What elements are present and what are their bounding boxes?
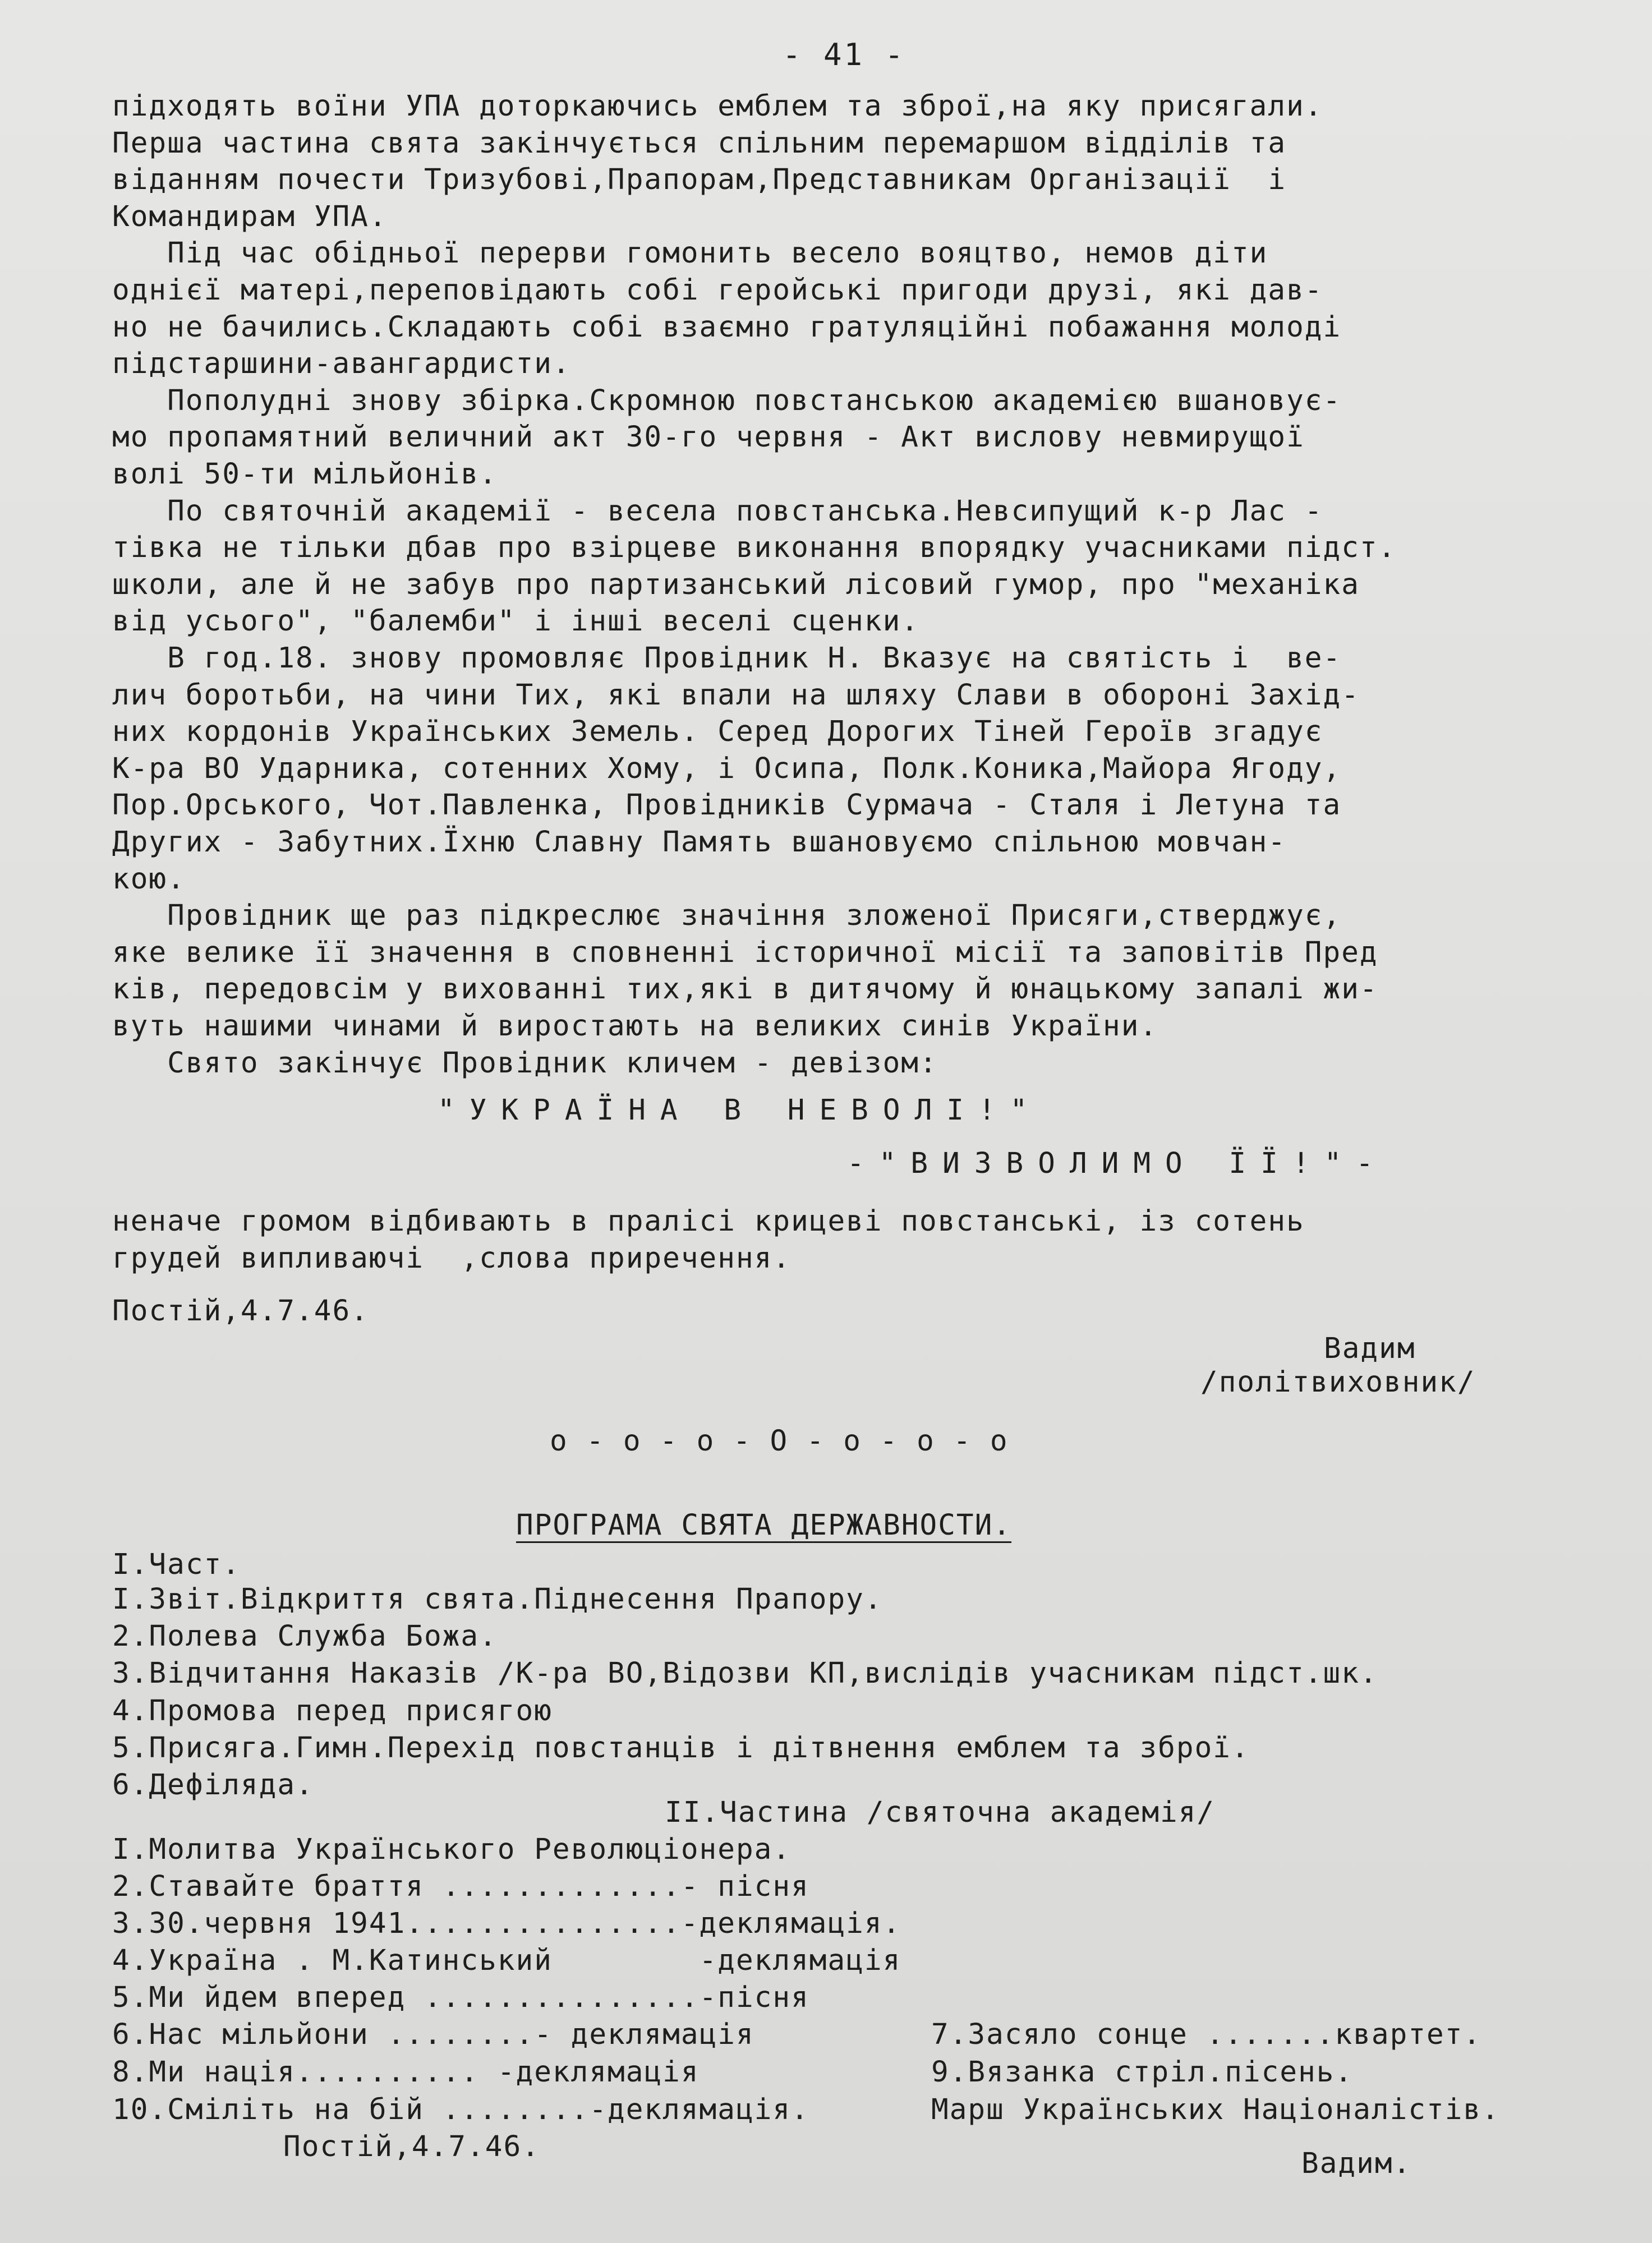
body-text-line: підстаршини-авангардисти.	[112, 347, 571, 381]
body-text-line: но не бачились.Складають собі взаємно гратуляційні побажання молоді	[112, 310, 1342, 344]
program-item: Марш Українських Націоналістів.	[931, 2093, 1500, 2126]
program-item: 9.Вязанка стріл.пісень.	[931, 2056, 1354, 2089]
program-item: 10.Сміліть на бій ........-деклямація.	[112, 2093, 809, 2126]
slogan-ukraine-in-captivity: "УКРАЇНА В НЕВОЛІ!"	[438, 1094, 1042, 1127]
body-text-line: віданням почести Тризубові,Прапорам,Представникам Організації і	[112, 163, 1287, 197]
body-text-line: Командирам УПА.	[112, 200, 388, 233]
program-item: 8.Ми нація.......... -деклямація	[112, 2056, 700, 2089]
body-text-line: яке велике її значення в сповненні історичної місії та заповітів Пред	[112, 936, 1378, 969]
program-item: 2.Полева Служба Божа.	[112, 1620, 498, 1654]
body-text-line: волі 50-ти мільйонів.	[112, 458, 498, 491]
body-text-line: підходять воїни УПА доторкаючись емблем та зброї,на яку присягали.	[112, 90, 1323, 123]
body-text-line: Провідник ще раз підкреслює значіння зложеної Присяги,стверджує,	[112, 899, 1342, 933]
body-text-line: Під час обідньої перерви гомонить весело вояцтво, немов діти	[112, 237, 1268, 270]
program-part1-label: І.Част.	[112, 1548, 241, 1581]
program-signature: Вадим.	[1301, 2147, 1412, 2180]
program-item: 4.Україна . М.Катинський -деклямація	[112, 1944, 901, 1977]
program-place-date: Постій,4.7.46.	[283, 2130, 540, 2163]
body-text-line: школи, але й не забув про партизанський лісовий гумор, про "механіка	[112, 568, 1360, 601]
program-item: 3.Відчитання Наказів /К-ра ВО,Відозви КП,вислідів учасникам підст.шк.	[112, 1657, 1378, 1691]
body-text-line: лич боротьби, на чини Тих, які впали на шляху Слави в обороні Захід-	[112, 678, 1360, 712]
body-text-line: них кордонів Українських Земель. Серед Дорогих Тіней Героїв згадує	[112, 715, 1323, 749]
body-text-line: Других - Забутних.Їхню Славну Память вшановуємо спільною мовчан-	[112, 826, 1287, 859]
body-text-line: ків, передовсім у вихованні тих,які в дитячому й юнацькому запалі жи-	[112, 973, 1378, 1006]
body-text-line: однієї матері,переповідають собі геройські пригоди друзі, які дав-	[112, 274, 1323, 307]
body-text-line: В год.18. знову промовляє Провідник Н. Вказує на святість і ве-	[112, 642, 1342, 675]
program-item: 6.Дефіляда.	[112, 1768, 314, 1802]
body-text-line: кою.	[112, 862, 186, 896]
body-text-line: По святочній академії - весела повстанська.Невсипущий к-р Лас -	[112, 494, 1323, 528]
program-part2-label: ІІ.Частина /святочна академія/	[665, 1796, 1216, 1829]
body-text-line: К-ра ВО Ударника, сотенних Хому, і Осипа, Полк.Коника,Майора Ягоду,	[112, 752, 1342, 785]
program-item: 3.30.червня 1941...............-деклямація.	[112, 1907, 901, 1940]
program-item: 2.Ставайте браття .............- пісня	[112, 1870, 809, 1903]
body-text-line: від усього", "балемби" і інші веселі сценки.	[112, 605, 920, 638]
author-name: Вадим	[1324, 1332, 1416, 1365]
program-item: 7.Засяло сонце .......квартет.	[931, 2018, 1482, 2051]
body-text-line: Пор.Орського, Чот.Павленка, Провідників Сурмача - Сталя і Летуна та	[112, 789, 1342, 822]
body-text-line: Пополудні знову збірка.Скромною повстанською академією вшановує-	[112, 384, 1342, 417]
program-item: 4.Промова перед присягою	[112, 1694, 553, 1728]
program-item: 5.Ми йдем вперед ...............-пісня	[112, 1981, 809, 2014]
body-text-line: Перша частина свята закінчується спільним перемаршом відділів та	[112, 126, 1287, 160]
program-item: І.Звіт.Відкриття свята.Піднесення Прапору.	[112, 1583, 883, 1616]
author-role: /політвиховник/	[1200, 1366, 1476, 1399]
page-number: - 41 -	[783, 37, 906, 72]
program-item: 5.Присяга.Гимн.Перехід повстанців і дітвнення емблем та зброї.	[112, 1731, 1250, 1765]
program-title: ПРОГРАМА СВЯТА ДЕРЖАВНОСТИ.	[516, 1509, 1012, 1542]
closing-text-line: грудей випливаючі ,слова приречення.	[112, 1242, 792, 1275]
body-text-line: вуть нашими чинами й виростають на великих синів України.	[112, 1010, 1158, 1043]
closing-text-line: неначе громом відбивають в пралісі крицеві повстанські, із сотень	[112, 1205, 1305, 1238]
program-item: 6.Нас мільйони ........- деклямація	[112, 2018, 754, 2051]
body-text-line: тівка не тільки дбав про взірцеве виконання впорядку учасниками підст.	[112, 531, 1397, 565]
body-text-line: мо пропамятний величний акт 30-го червня - Акт вислову невмирущої	[112, 421, 1305, 454]
section-separator: о - о - о - О - о - о - о	[550, 1425, 1009, 1458]
slogan-liberate: -"ВИЗВОЛИМО ЇЇ!"-	[847, 1147, 1388, 1180]
body-text-line: Свято закінчує Провідник кличем - девізом:	[112, 1046, 938, 1080]
report-place-date: Постій,4.7.46.	[112, 1295, 369, 1328]
program-item: І.Молитва Українського Революціонера.	[112, 1833, 792, 1866]
